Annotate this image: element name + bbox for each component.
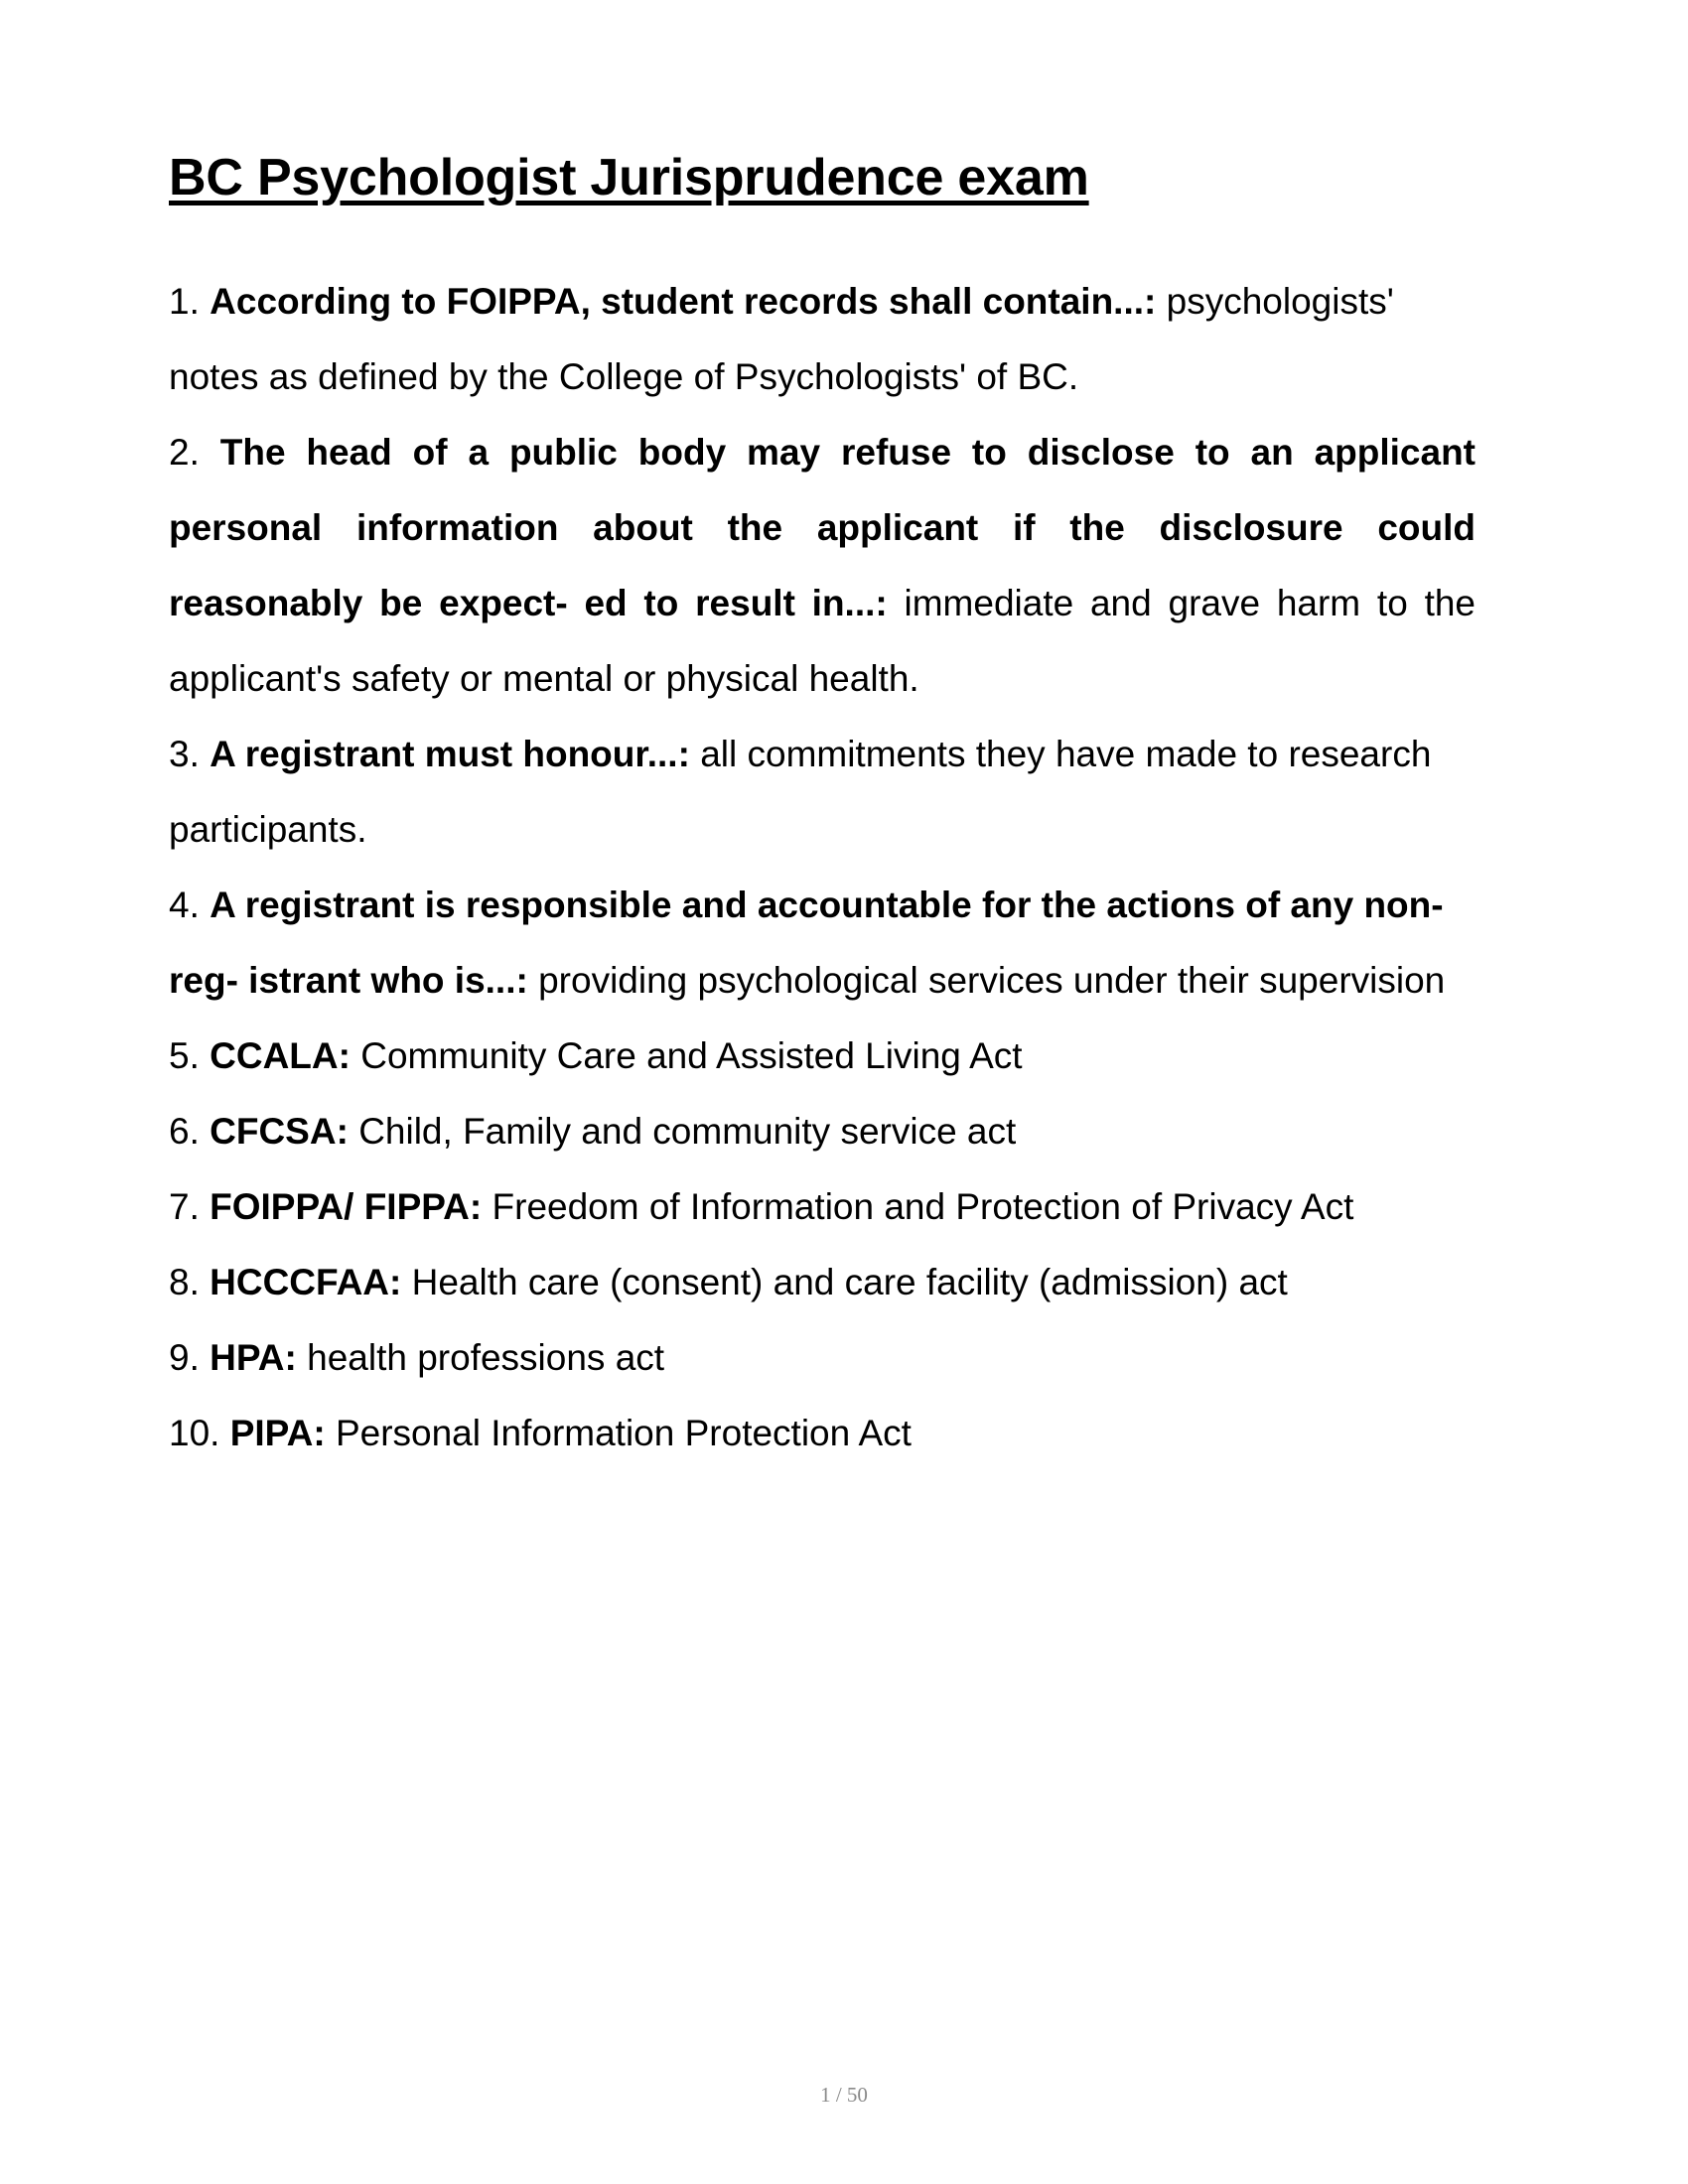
qa-item-3 — [169, 717, 1476, 868]
document-body — [169, 149, 1476, 1471]
qa-answer: all commitments they have made to research participants. — [169, 734, 1432, 851]
qa-item-4 — [169, 868, 1476, 1019]
qa-number: 1. — [169, 281, 211, 323]
page-title: BC Psychologist Jurisprudence exam — [169, 149, 1089, 206]
qa-answer: Freedom of Information and Protection of Privacy Act — [492, 1186, 1354, 1228]
qa-question: The head of a public body may refuse to disclose to an applicant personal information about the applicant if the disclosure could reasonably be expect- ed to result in...: — [169, 432, 1476, 624]
qa-number: 2. — [169, 432, 220, 474]
qa-number: 10. — [169, 1413, 230, 1454]
qa-number: 8. — [169, 1262, 211, 1303]
qa-question: HPA: — [210, 1337, 308, 1379]
qa-number: 4. — [169, 885, 211, 926]
qa-question: CFCSA: — [210, 1111, 359, 1153]
qa-item-10 — [169, 1396, 1476, 1471]
qa-item-8 — [169, 1245, 1476, 1320]
qa-item-6 — [169, 1094, 1476, 1169]
qa-number: 3. — [169, 734, 211, 775]
qa-item-5 — [169, 1019, 1476, 1094]
qa-question: CCALA: — [210, 1035, 361, 1077]
qa-answer: health professions act — [307, 1337, 665, 1379]
qa-number: 5. — [169, 1035, 211, 1077]
qa-answer: providing psychological services under their supervision — [538, 960, 1446, 1002]
qa-answer: Health care (consent) and care facility (admission) act — [411, 1262, 1288, 1303]
qa-item-2 — [169, 415, 1476, 717]
qa-item-1 — [169, 264, 1476, 415]
qa-question: A registrant is responsible and accountable for the actions of any non-reg- istrant who is...: — [169, 885, 1444, 1002]
qa-question: PIPA: — [229, 1413, 336, 1454]
qa-item-9 — [169, 1320, 1476, 1396]
page-number-footer: 1 / 50 — [820, 2083, 868, 2107]
qa-answer: Personal Information Protection Act — [335, 1413, 912, 1454]
qa-number: 7. — [169, 1186, 211, 1228]
qa-answer: Community Care and Assisted Living Act — [360, 1035, 1023, 1077]
qa-answer: Child, Family and community service act — [358, 1111, 1017, 1153]
question-answer-list — [169, 264, 1476, 1471]
qa-item-7 — [169, 1169, 1476, 1245]
qa-answer: immediate and grave harm to the applicant's safety or mental or physical health. — [169, 583, 1476, 700]
qa-question: FOIPPA/ FIPPA: — [210, 1186, 492, 1228]
qa-question: HCCCFAA: — [210, 1262, 412, 1303]
qa-question: According to FOIPPA, student records shall contain...: — [210, 281, 1167, 323]
qa-number: 9. — [169, 1337, 211, 1379]
qa-number: 6. — [169, 1111, 211, 1153]
qa-answer: psychologists' notes as defined by the College of Psychologists' of BC. — [169, 281, 1394, 398]
qa-question: A registrant must honour...: — [210, 734, 701, 775]
